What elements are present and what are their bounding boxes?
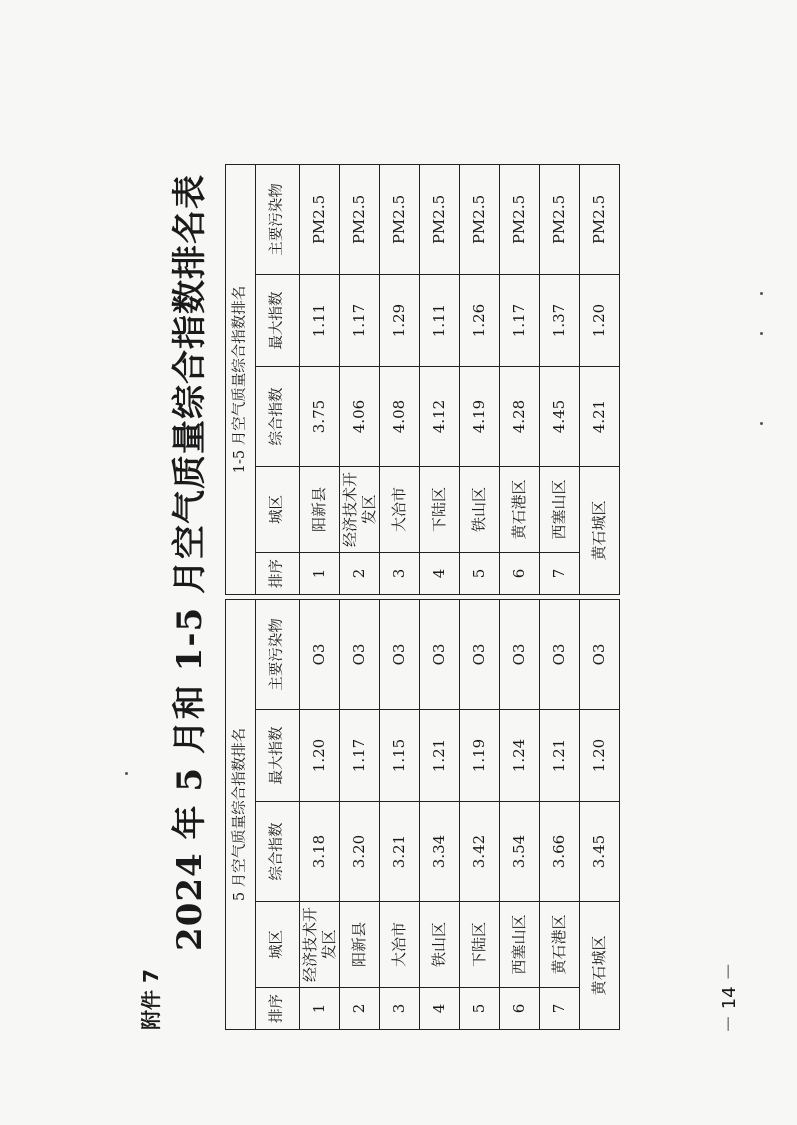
- may-max-cell: 1.15: [380, 710, 420, 802]
- janmay-max-cell: 1.17: [340, 275, 380, 367]
- janmay-max-cell: 1.17: [500, 275, 540, 367]
- table-spacer: [500, 595, 540, 600]
- janmay-header-max: 最大指数: [256, 275, 300, 367]
- janmay-max-cell: 1.11: [420, 275, 460, 367]
- speck: [760, 332, 763, 335]
- janmay-district-cell: 西塞山区: [540, 467, 580, 553]
- may-header-max: 最大指数: [256, 710, 300, 802]
- may-rank-cell: 2: [340, 988, 380, 1030]
- may-rank-cell: 7: [540, 988, 580, 1030]
- janmay-composite-cell: 4.08: [380, 367, 420, 467]
- janmay-rank-cell: 5: [460, 553, 500, 595]
- may-pollutant-cell: O3: [340, 600, 380, 710]
- janmay-header-composite: 综合指数: [256, 367, 300, 467]
- may-max-cell: 1.17: [340, 710, 380, 802]
- janmay-composite-cell: 4.12: [420, 367, 460, 467]
- ranking-table: [225, 164, 620, 1030]
- page-title: 2024 年 5 月和 1-5 月空气质量综合指数排名表: [170, 174, 210, 951]
- may-max-cell: 1.24: [500, 710, 540, 802]
- may-district-cell: 经济技术开发区: [300, 902, 340, 988]
- may-composite-cell: 3.21: [380, 802, 420, 902]
- janmay-composite-cell: 4.06: [340, 367, 380, 467]
- may-rank-cell: 4: [420, 988, 460, 1030]
- janmay-rank-cell: 2: [340, 553, 380, 595]
- janmay-group-header: 1-5 月空气质量综合指数排名: [226, 165, 256, 595]
- table-row: [460, 165, 500, 1030]
- table-spacer: [256, 595, 300, 600]
- table-row: [540, 165, 580, 1030]
- table-row: [380, 165, 420, 1030]
- table-row: [340, 165, 380, 1030]
- may-district-cell: 黄石港区: [540, 902, 580, 988]
- may-composite-cell: 3.66: [540, 802, 580, 902]
- may-rank-cell: 3: [380, 988, 420, 1030]
- may-total-composite: 3.45: [580, 802, 620, 902]
- table-spacer: [580, 595, 620, 600]
- may-max-cell: 1.19: [460, 710, 500, 802]
- may-pollutant-cell: O3: [300, 600, 340, 710]
- janmay-composite-cell: 4.28: [500, 367, 540, 467]
- janmay-pollutant-cell: PM2.5: [340, 165, 380, 275]
- janmay-district-cell: 经济技术开发区: [340, 467, 380, 553]
- janmay-max-cell: 1.29: [380, 275, 420, 367]
- may-header-district: 城区: [256, 902, 300, 988]
- may-pollutant-cell: O3: [460, 600, 500, 710]
- table-spacer: [300, 595, 340, 600]
- table-row: [420, 165, 460, 1030]
- may-rank-cell: 6: [500, 988, 540, 1030]
- janmay-composite-cell: 3.75: [300, 367, 340, 467]
- may-header-pollutant: 主要污染物: [256, 600, 300, 710]
- janmay-rank-cell: 6: [500, 553, 540, 595]
- may-district-cell: 大冶市: [380, 902, 420, 988]
- may-composite-cell: 3.34: [420, 802, 460, 902]
- table-spacer: [420, 595, 460, 600]
- may-composite-cell: 3.18: [300, 802, 340, 902]
- janmay-total-pollutant: PM2.5: [580, 165, 620, 275]
- janmay-pollutant-cell: PM2.5: [300, 165, 340, 275]
- may-pollutant-cell: O3: [420, 600, 460, 710]
- janmay-composite-cell: 4.45: [540, 367, 580, 467]
- may-district-cell: 下陆区: [460, 902, 500, 988]
- page-number: － 14 －: [719, 962, 740, 1033]
- table-spacer: [340, 595, 380, 600]
- janmay-header-district: 城区: [256, 467, 300, 553]
- janmay-rank-cell: 7: [540, 553, 580, 595]
- janmay-district-cell: 下陆区: [420, 467, 460, 553]
- may-group-header: 5 月空气质量综合指数排名: [226, 600, 256, 1030]
- may-max-cell: 1.20: [300, 710, 340, 802]
- may-header-rank: 排序: [256, 988, 300, 1030]
- table-spacer: [540, 595, 580, 600]
- janmay-district-cell: 黄石港区: [500, 467, 540, 553]
- attachment-label: 附件 7: [139, 969, 163, 1030]
- janmay-header-pollutant: 主要污染物: [256, 165, 300, 275]
- table-spacer: [380, 595, 420, 600]
- may-rank-cell: 5: [460, 988, 500, 1030]
- janmay-header-rank: 排序: [256, 553, 300, 595]
- janmay-pollutant-cell: PM2.5: [460, 165, 500, 275]
- speck: [760, 422, 763, 425]
- janmay-total-max: 1.20: [580, 275, 620, 367]
- janmay-max-cell: 1.37: [540, 275, 580, 367]
- may-rank-cell: 1: [300, 988, 340, 1030]
- table-spacer: [226, 595, 256, 600]
- may-composite-cell: 3.20: [340, 802, 380, 902]
- may-header-composite: 综合指数: [256, 802, 300, 902]
- janmay-district-cell: 大冶市: [380, 467, 420, 553]
- janmay-total-composite: 4.21: [580, 367, 620, 467]
- may-max-cell: 1.21: [540, 710, 580, 802]
- janmay-max-cell: 1.11: [300, 275, 340, 367]
- janmay-pollutant-cell: PM2.5: [380, 165, 420, 275]
- janmay-composite-cell: 4.19: [460, 367, 500, 467]
- may-total-max: 1.20: [580, 710, 620, 802]
- may-district-cell: 西塞山区: [500, 902, 540, 988]
- janmay-rank-cell: 4: [420, 553, 460, 595]
- janmay-district-cell: 铁山区: [460, 467, 500, 553]
- speck: [125, 772, 128, 775]
- janmay-pollutant-cell: PM2.5: [500, 165, 540, 275]
- may-composite-cell: 3.54: [500, 802, 540, 902]
- janmay-rank-cell: 1: [300, 553, 340, 595]
- may-pollutant-cell: O3: [540, 600, 580, 710]
- may-district-cell: 阳新县: [340, 902, 380, 988]
- may-max-cell: 1.21: [420, 710, 460, 802]
- janmay-pollutant-cell: PM2.5: [540, 165, 580, 275]
- may-total-pollutant: O3: [580, 600, 620, 710]
- janmay-total-district: 黄石城区: [580, 467, 620, 595]
- table-row: [300, 165, 340, 1030]
- may-pollutant-cell: O3: [380, 600, 420, 710]
- may-pollutant-cell: O3: [500, 600, 540, 710]
- may-total-district: 黄石城区: [580, 902, 620, 1030]
- janmay-district-cell: 阳新县: [300, 467, 340, 553]
- table-total-row: [580, 165, 620, 1030]
- speck: [760, 292, 763, 295]
- may-district-cell: 铁山区: [420, 902, 460, 988]
- may-composite-cell: 3.42: [460, 802, 500, 902]
- table-row: [500, 165, 540, 1030]
- janmay-max-cell: 1.26: [460, 275, 500, 367]
- table-spacer: [460, 595, 500, 600]
- janmay-pollutant-cell: PM2.5: [420, 165, 460, 275]
- janmay-rank-cell: 3: [380, 553, 420, 595]
